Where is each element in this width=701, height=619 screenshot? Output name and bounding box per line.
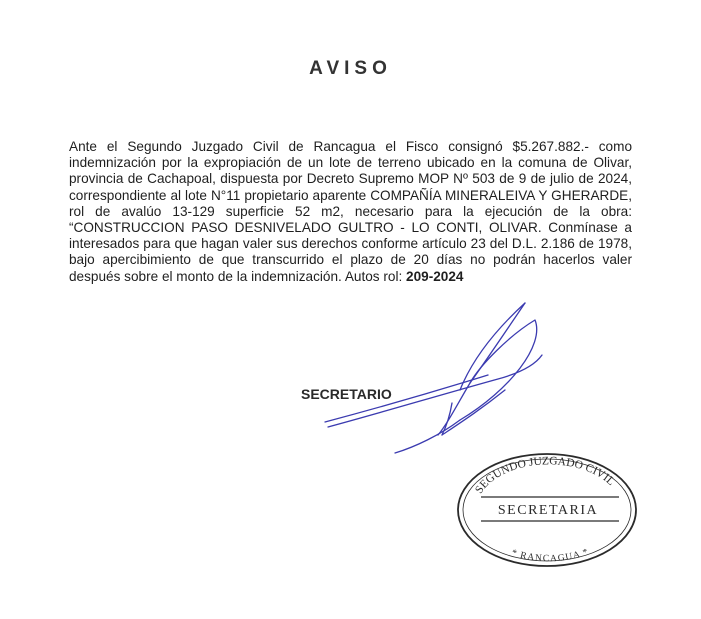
- handwritten-signature: [320, 295, 560, 460]
- court-stamp: [455, 448, 640, 568]
- notice-body: [69, 139, 632, 285]
- notice-title: AVISO: [309, 58, 392, 79]
- stamp-top-text: SEGUNDO JUZGADO CIVIL: [473, 455, 617, 496]
- case-number: 209-2024: [406, 268, 464, 284]
- stamp-center-text: SECRETARIA: [497, 503, 599, 518]
- notice-paragraph: Ante el Segundo Juzgado Civil de Rancagua el Fisco consignó $5.267.882.- como indemnización por la expropiación de un lote de terreno ubicado en la comuna de Olivar, provincia de Cachapoal, dispuesta por Decreto Supremo MOP Nº 503 de 9 de julio de 2024, correspondiente al lote N°11 propietario aparente COMPAÑÍA MINERALEIVA Y GHERARDE, rol de avalúo 13-129 superficie 52 m2, necesario para la ejecución de la obra: “CONSTRUCCION PASO DESNIVELADO GULTRO - LO CONTI, OLIVAR. Conmínase a interesados para que hagan valer sus derechos conforme artículo 23 del D.L. 2.186 de 1978, bajo apercibimiento de que transcurrido el plazo de 20 días no podrán hacerlos valer después sobre el monto de la indemnización. Autos rol:: [69, 139, 632, 284]
- stamp-bottom-text: * RANCAGUA *: [510, 547, 591, 565]
- secretary-label: SECRETARIO: [301, 386, 392, 402]
